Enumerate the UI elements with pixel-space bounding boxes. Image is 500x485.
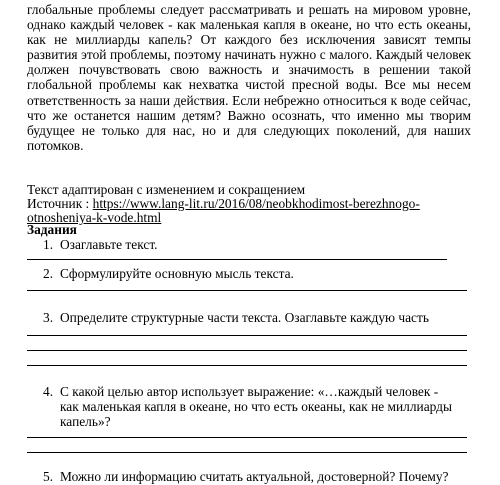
answer-line[interactable] <box>27 365 467 366</box>
task-item <box>43 384 463 429</box>
task-number: 5. <box>43 469 54 484</box>
task-text: Можно ли информацию считать актуальной, достоверной? Почему? <box>60 469 449 484</box>
task-item <box>43 469 463 484</box>
task-number: 1. <box>43 237 54 252</box>
task-text: С какой целью автор использует выражение: «…каждый человек - <box>60 384 439 399</box>
task-text-continued: как маленькая капля в океане, но что есть океаны, как не миллиарды капель»? <box>60 399 452 429</box>
source-link-continued[interactable]: otnosheniya-k-vode.html <box>27 210 162 225</box>
task-item <box>43 266 463 281</box>
answer-line[interactable] <box>27 290 467 291</box>
answer-line[interactable] <box>27 335 467 336</box>
body-paragraph: глобальные проблемы следует рассматривать и решать на мировом уровне, однако каждый человек - как маленькая капля в океане, но что есть океаны, как не миллиарды капель? От каждого без исключения зависят темпы развития этой проблемы, поэтому начинать нужно с малого. Каждый человек должен почувствовать свою важность и значимость в решении такой глобальной проблемы как нехватка чистой пресной воды. Все мы несем ответственность за наши действия. Если небрежно относиться к воде сейчас, что же останется нашим детям? Важно осознать, что именно мы творим будущее не только для нас, но и для следующих поколений, для наших потомков. <box>27 2 471 153</box>
adapted-note: Текст адаптирован с изменением и сокращением <box>27 182 306 197</box>
answer-line[interactable] <box>27 259 447 260</box>
task-text: Сформулируйте основную мысль текста. <box>60 266 294 281</box>
source-link-cont <box>27 210 477 225</box>
answer-line[interactable] <box>27 350 467 351</box>
task-item <box>43 310 463 325</box>
tasks-heading: Задания <box>27 222 77 237</box>
task-text: Определите структурные части текста. Озаглавьте каждую часть <box>60 310 429 325</box>
task-number: 2. <box>43 266 54 281</box>
task-number: 4. <box>43 384 54 399</box>
source-line <box>27 196 477 211</box>
task-item <box>43 237 463 252</box>
source-label: Источник : <box>27 196 93 211</box>
answer-line[interactable] <box>27 452 467 453</box>
source-link[interactable]: https://www.lang-lit.ru/2016/08/neobkhodimost-berezhnogo- <box>92 196 420 211</box>
answer-line[interactable] <box>27 437 467 438</box>
task-text: Озаглавьте текст. <box>60 237 158 252</box>
task-number: 3. <box>43 310 54 325</box>
